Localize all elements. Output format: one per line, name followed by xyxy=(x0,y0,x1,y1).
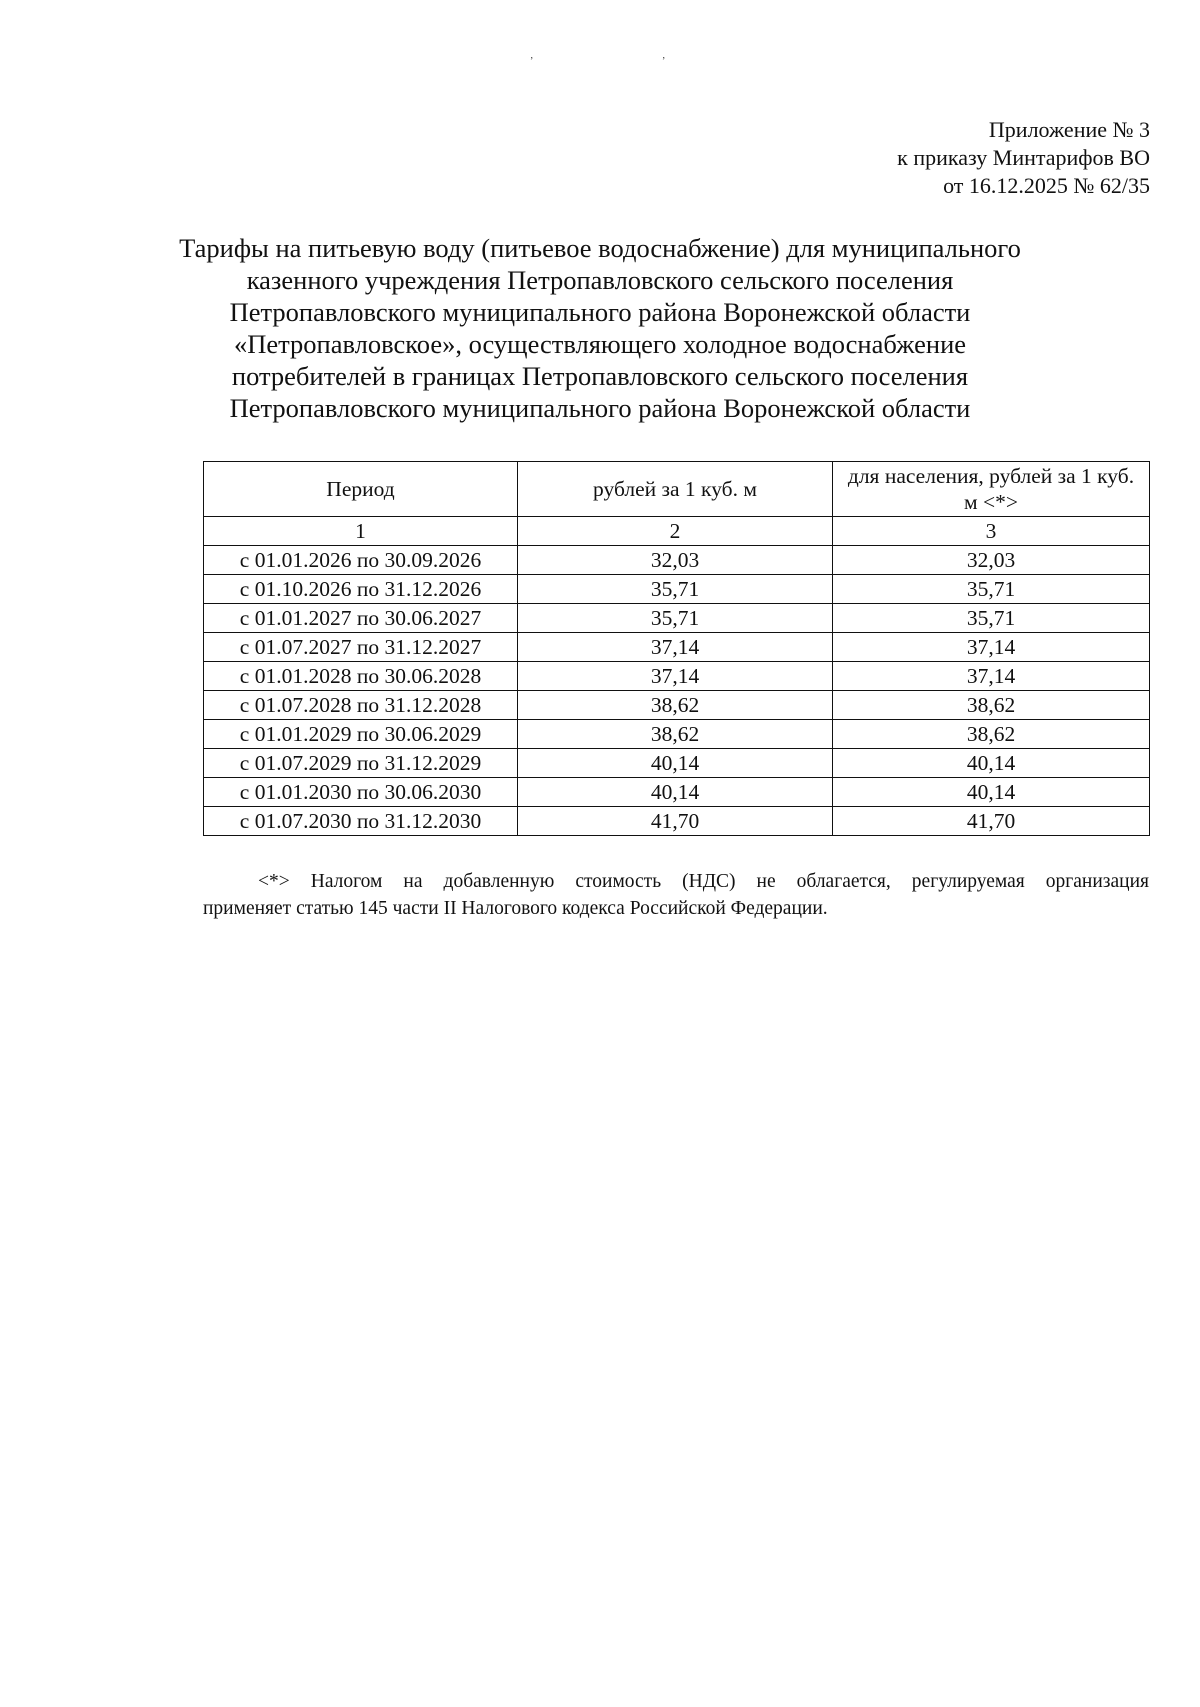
table-row xyxy=(204,575,1150,604)
scan-speck: ’ xyxy=(530,56,534,67)
header-rate: рублей за 1 куб. м xyxy=(518,462,833,517)
table-row xyxy=(204,778,1150,807)
title-line: «Петропавловское», осуществляющего холодное водоснабжение xyxy=(233,329,967,359)
population-rate-cell: 32,03 xyxy=(833,546,1150,575)
table-row xyxy=(204,662,1150,691)
population-rate-cell: 40,14 xyxy=(833,749,1150,778)
vat-footnote xyxy=(203,868,1149,922)
period-cell: с 01.10.2026 по 31.12.2026 xyxy=(204,575,518,604)
appendix-order-date: от 16.12.2025 № 62/35 xyxy=(943,173,1150,198)
title-line: потребителей в границах Петропавловского сельского поселения xyxy=(231,361,969,391)
period-cell: с 01.07.2030 по 31.12.2030 xyxy=(204,807,518,836)
footnote-line: применяет статью 145 части II Налогового кодекса Российской Федерации. xyxy=(203,898,828,919)
period-cell: с 01.01.2027 по 30.06.2027 xyxy=(204,604,518,633)
column-number: 1 xyxy=(204,517,518,546)
title-line: казенного учреждения Петропавловского сельского поселения xyxy=(246,265,954,295)
period-cell: с 01.01.2026 по 30.09.2026 xyxy=(204,546,518,575)
period-cell: с 01.01.2029 по 30.06.2029 xyxy=(204,720,518,749)
appendix-header xyxy=(897,116,1150,200)
table-row xyxy=(204,807,1150,836)
title-line: Петропавловского муниципального района Воронежской области xyxy=(229,393,971,423)
rate-cell: 41,70 xyxy=(518,807,833,836)
column-number: 3 xyxy=(833,517,1150,546)
population-rate-cell: 38,62 xyxy=(833,720,1150,749)
rate-cell: 32,03 xyxy=(518,546,833,575)
table-row xyxy=(204,720,1150,749)
population-rate-cell: 40,14 xyxy=(833,778,1150,807)
appendix-order-ref: к приказу Минтарифов ВО xyxy=(897,145,1150,170)
tariff-table xyxy=(203,461,1150,836)
header-population-rate: для населения, рублей за 1 куб. м <*> xyxy=(833,462,1150,517)
rate-cell: 35,71 xyxy=(518,575,833,604)
period-cell: с 01.07.2028 по 31.12.2028 xyxy=(204,691,518,720)
period-cell: с 01.07.2029 по 31.12.2029 xyxy=(204,749,518,778)
period-cell: с 01.07.2027 по 31.12.2027 xyxy=(204,633,518,662)
table-row xyxy=(204,749,1150,778)
rate-cell: 38,62 xyxy=(518,720,833,749)
rate-cell: 35,71 xyxy=(518,604,833,633)
period-cell: с 01.01.2028 по 30.06.2028 xyxy=(204,662,518,691)
population-rate-cell: 37,14 xyxy=(833,633,1150,662)
title-line: Петропавловского муниципального района Воронежской области xyxy=(229,297,971,327)
population-rate-cell: 41,70 xyxy=(833,807,1150,836)
period-cell: с 01.01.2030 по 30.06.2030 xyxy=(204,778,518,807)
population-rate-cell: 35,71 xyxy=(833,604,1150,633)
column-number-row xyxy=(204,517,1150,546)
table-header-row xyxy=(204,462,1150,517)
appendix-number: Приложение № 3 xyxy=(988,117,1150,142)
footnote-line: <*> Налогом на добавленную стоимость (НДС) не облагается, регулируемая организация xyxy=(258,871,1149,892)
population-rate-cell: 37,14 xyxy=(833,662,1150,691)
population-rate-cell: 35,71 xyxy=(833,575,1150,604)
title-line: Тарифы на питьевую воду (питьевое водоснабжение) для муниципального xyxy=(179,233,1021,263)
rate-cell: 37,14 xyxy=(518,633,833,662)
table-row xyxy=(204,691,1150,720)
rate-cell: 40,14 xyxy=(518,749,833,778)
population-rate-cell: 38,62 xyxy=(833,691,1150,720)
rate-cell: 37,14 xyxy=(518,662,833,691)
header-period: Период xyxy=(204,462,518,517)
table-row xyxy=(204,546,1150,575)
document-title xyxy=(160,232,1040,424)
rate-cell: 38,62 xyxy=(518,691,833,720)
table-row xyxy=(204,604,1150,633)
rate-cell: 40,14 xyxy=(518,778,833,807)
column-number: 2 xyxy=(518,517,833,546)
table-row xyxy=(204,633,1150,662)
scan-speck: ’ xyxy=(662,56,666,67)
